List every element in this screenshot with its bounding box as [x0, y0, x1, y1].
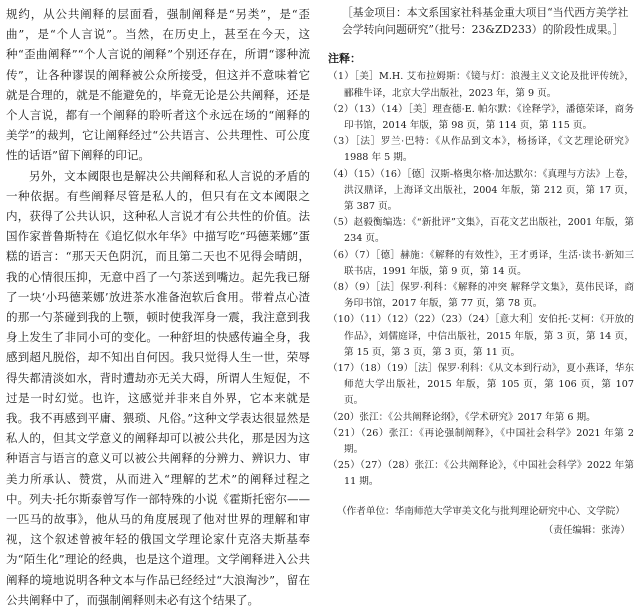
- body-text-column: [6, 4, 310, 610]
- author-affiliation: （作者单位：华南师范大学审美文化与批判理论研究中心、文学院）: [337, 505, 625, 517]
- note-item: （21）（26）张江：《再论强制阐释》，《中国社会科学》2021 年第 2 期。: [328, 427, 634, 456]
- responsible-editor: （责任编辑：张涛）: [543, 524, 630, 536]
- notes-column: [328, 4, 634, 539]
- note-item: （5）赵毅衡编选：《“新批评”文集》，百花文艺出版社，2001 年版，第 234 页。: [328, 217, 634, 245]
- note-item: （1）［美］M.H. 艾布拉姆斯：《镜与灯：浪漫主义文论及批评传统》，郦稚牛译，北京大学出版社，2023 年，第 9 页。: [328, 71, 634, 99]
- note-item: （17）（18）（19）［法］保罗·利科：《从文本到行动》，夏小燕译，华东师范大学出版社，2015 年版，第 105 页，第 106 页，第 107 页。: [328, 363, 634, 407]
- note-item: （20）张江：《公共阐释论纲》，《学术研究》2017 年第 6 期。: [328, 411, 596, 423]
- notes-list: [328, 69, 634, 490]
- note-item: （2）（13）（14）［美］理查德·E. 帕尔默：《诠释学》，潘德荣译，商务印书馆，2014 年版，第 98 页，第 114 页，第 115 页。: [328, 103, 634, 132]
- note-item: （10）（11）（12）（22）（23）（24）［意大利］安伯托·艾柯：《开放的作品》，刘儒庭译，中信出版社，2015 年版，第 3 页，第 14 页，第 15 页，第 3 页，第 3 页，第 11 页。: [328, 314, 634, 358]
- note-item: （25）（27）（28）张江：《公共阐释论》，《中国社会科学》2022 年第 11 期。: [328, 460, 634, 488]
- note-item: （3）［法］罗兰·巴特：《从作品到文本》，杨扬译，《文艺理论研究》1988 年 5 期。: [328, 136, 634, 164]
- paragraph-text-threshold: 另外，文本阈限也是解决公共阐释和私人言说的矛盾的一种依据。有些阐释尽管是私人的，但只有在文本阈限之内，获得了公共认识，这种私人言说才有公共性的价值。法国作家普鲁斯特在《追忆似水年华》中描写吃“玛德莱娜”蛋糕的语言：“那天天色阴沉，而且第二天也不见得会晴朗，我的心情很压抑，无意中舀了一勺茶送到嘴边。起先我已掰了一块‘小玛德莱娜’放进茶水准备泡软后食用。带着点心渣的那一勺茶碰到我的上颚，顿时使我浑身一震，我注意到我身上发生了非同小可的变化。一种舒坦的快感传遍全身，我感到超凡脱俗，却不知出自何因。我只觉得人生一世，荣辱得失都清淡如水，背时遭劫亦无关大碍，所谓人生短促，不过是一时幻觉。也许，这感觉并非来自外界，它本来就是我。我不再感到平庸、猥琐、凡俗。”这种文学表达很显然是私人的，但其文学意义的阐释却可以被公共化，那是因为这种语言与语言的意义可以被公共阐释的分辨力、辨识力、审美力所承认、赞赏，从而进入“理解的艺术”的阐释过程之中。列夫·托尔斯泰曾写作一部特殊的小说《霍斯托密尔——一匹马的故事》，他从马的角度展现了他对世界的理解和审视，这个叙述曾被年轻的俄国文学理论家什克洛夫斯基奉为“陌生化”理论的经典，也是这个道理。文学阐释进入公共阐释的境地说明各种文本与作品已经经过“大浪淘沙”，留在公共阐释中了，而强制阐释则未必有这个结果了。: [6, 168, 310, 607]
- paragraph-public-interpretation: 规约，从公共阐释的层面看，强制阐释是“另类”，是“歪曲”，是“个人言说”。当然，在历史上，甚至在今天，这种“歪曲阐释”“个人言说的阐释”个别还存在，所谓“谬种流传”，让各种谬误的阐释被公众所接受，但这并不意味着它就是合理的，就是不能避免的，毕竟无论是公共阐释，还是个人言说，都有一个阐释的聆听者这个永远在场的“阐释的美学”的裁判，它让阐释经过“公共语言、公共理性、可公度性的话语”留下阐释的印记。: [6, 7, 310, 163]
- note-item: （4）（15）（16）［德］汉斯-格奥尔格·加达默尔：《真理与方法》上卷，洪汉鼎译，上海译文出版社，2004 年版，第 212 页，第 17 页，第 387 页。: [328, 168, 634, 213]
- fund-note: ［基金项目：本文系国家社科基金重大项目“当代西方美学社会学转向问题研究”（批号：23&ZD233）的阶段性成果。］: [342, 6, 629, 37]
- notes-heading: 注释：: [328, 52, 361, 66]
- note-item: （6）（7）［德］赫施：《解释的有效性》，王才勇译，生活·读书·新知三联书店，1991 年版，第 9 页，第 14 页。: [328, 249, 634, 277]
- note-item: （8）（9）［法］保罗·利科：《解释的冲突 解释学文集》，莫伟民译，商务印书馆，2017 年版，第 77 页，第 78 页。: [328, 282, 634, 310]
